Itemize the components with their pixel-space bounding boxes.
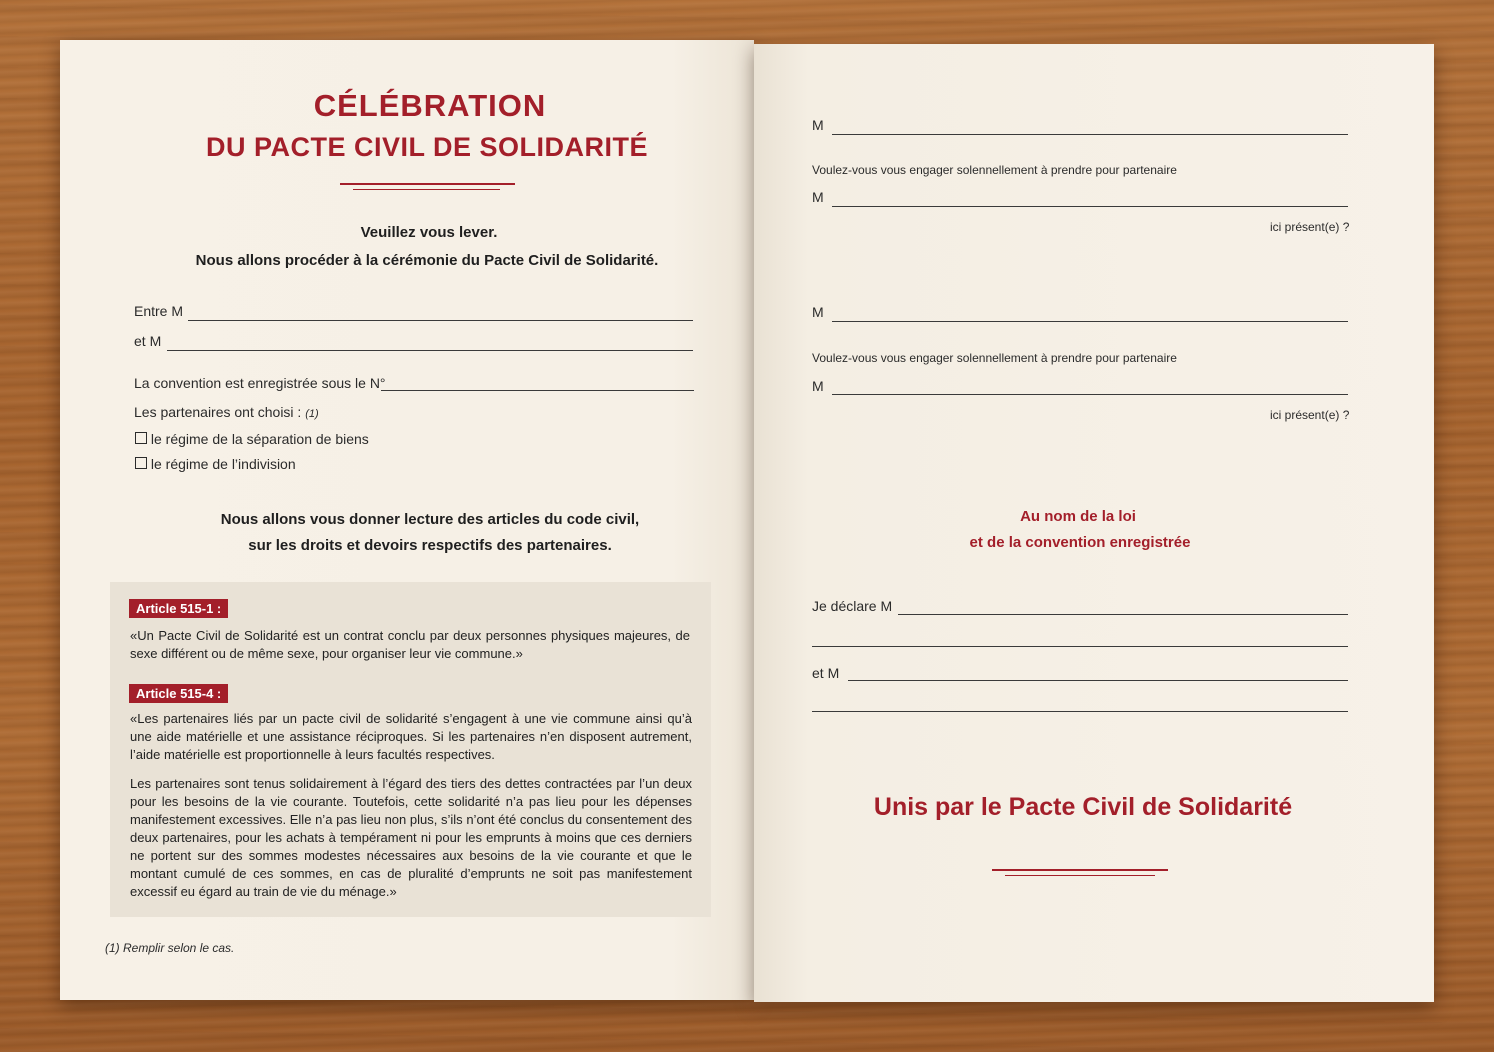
title-rule-top (340, 183, 515, 185)
field-entre-line[interactable] (188, 320, 693, 321)
option-indivision-label: le régime de l’indivision (150, 456, 296, 472)
right-page (754, 44, 1434, 1002)
articles-box (110, 582, 711, 917)
partner1-present: ici présent(e) ? (1270, 220, 1350, 234)
choice-label-text: Les partenaires ont choisi : (134, 404, 302, 420)
reading-line-1: Nous allons vous donner lecture des articles du code civil, (220, 511, 640, 528)
field-convention-label: La convention est enregistrée sous le N° (134, 375, 386, 391)
closing-title: Unis par le Pacte Civil de Solidarité (873, 793, 1293, 821)
choice-label (134, 404, 319, 420)
partner2-m-line[interactable] (832, 321, 1348, 322)
partner1-partner-m-label: M (812, 189, 824, 205)
reading-line-2: sur les droits et devoirs respectifs des partenaires. (248, 537, 612, 554)
article-515-4-text-2: Les partenaires sont tenus solidairement à l’égard des tiers des dettes contractées par l’un deux pour les besoins de la vie courante. Toutefois, cette solidarité n’a pas lieu pour les dépenses manifestement excessives. Elle n’a pas lieu non plus, s’ils n’ont été conclus du consentement des deux partenaires, pour les achats à tempérament ni pour les emprunts à moins que ces derniers ne portent sur des sommes modestes nécessaires aux besoins de la vie courante et que le montant cumulé de ces sommes, en cas de pluralité d’emprunts ne soit pas manifestement excessif eu égard au train de vie du ménage.» (130, 776, 692, 899)
partner2-question: Voulez-vous vous engager solennellement à prendre pour partenaire (812, 351, 1177, 365)
intro-line-1: Veuillez vous lever. (360, 224, 498, 241)
title-rule-bottom (353, 189, 500, 190)
field-entre-label: Entre M (134, 303, 184, 319)
je-declare-line-2[interactable] (812, 646, 1348, 647)
option-separation[interactable] (135, 431, 369, 447)
checkbox-indivision[interactable] (135, 457, 147, 469)
et-m-line-2[interactable] (812, 711, 1348, 712)
article-515-1-text: «Un Pacte Civil de Solidarité est un contrat conclu par deux personnes physiques majeures, de sexe différent ou de même sexe, pour organiser leur vie commune.» (130, 628, 690, 661)
et-m-line[interactable] (848, 680, 1348, 681)
partner1-m-line[interactable] (832, 134, 1348, 135)
article-515-4-text-1: «Les partenaires liés par un pacte civil de solidarité s’engagent à une vie commune ainsi qu’à une aide matérielle et une assistance réciproques. Si les partenaires n’en disposent autrement, l’aide matérielle est proportionnelle à leurs facultés respectives. (130, 711, 692, 762)
declaration-line-2: et de la convention enregistrée (969, 534, 1191, 551)
field-et-line[interactable] (167, 350, 693, 351)
closing-rule-bottom (1005, 875, 1155, 876)
article-515-4-tag: Article 515-4 : (129, 684, 228, 703)
intro-line-2: Nous allons procéder à la cérémonie du Pacte Civil de Solidarité. (195, 252, 659, 269)
option-indivision[interactable] (135, 456, 296, 472)
page-title: CÉLÉBRATION (313, 88, 547, 123)
partner2-partner-m-line[interactable] (832, 394, 1348, 395)
je-declare-line[interactable] (898, 614, 1348, 615)
partner2-present: ici présent(e) ? (1270, 408, 1350, 422)
checkbox-separation[interactable] (135, 432, 147, 444)
field-et-label: et M (134, 333, 162, 349)
partner2-m-label: M (812, 304, 824, 320)
option-separation-label: le régime de la séparation de biens (150, 431, 369, 447)
closing-rule-top (992, 869, 1168, 871)
partner2-partner-m-label: M (812, 378, 824, 394)
article-515-1-tag: Article 515-1 : (129, 599, 228, 618)
declaration-line-1: Au nom de la loi (1020, 508, 1136, 525)
je-declare-label: Je déclare M (812, 598, 893, 614)
partner1-question: Voulez-vous vous engager solennellement à prendre pour partenaire (812, 163, 1177, 177)
et-m-label: et M (812, 665, 840, 681)
partner1-m-label: M (812, 117, 824, 133)
page-subtitle: DU PACTE CIVIL DE SOLIDARITÉ (205, 132, 649, 162)
partner1-partner-m-line[interactable] (832, 206, 1348, 207)
footnote: (1) Remplir selon le cas. (105, 941, 235, 955)
footnote-ref: (1) (305, 408, 319, 420)
field-convention-line[interactable] (381, 390, 694, 391)
left-page (60, 40, 754, 1000)
